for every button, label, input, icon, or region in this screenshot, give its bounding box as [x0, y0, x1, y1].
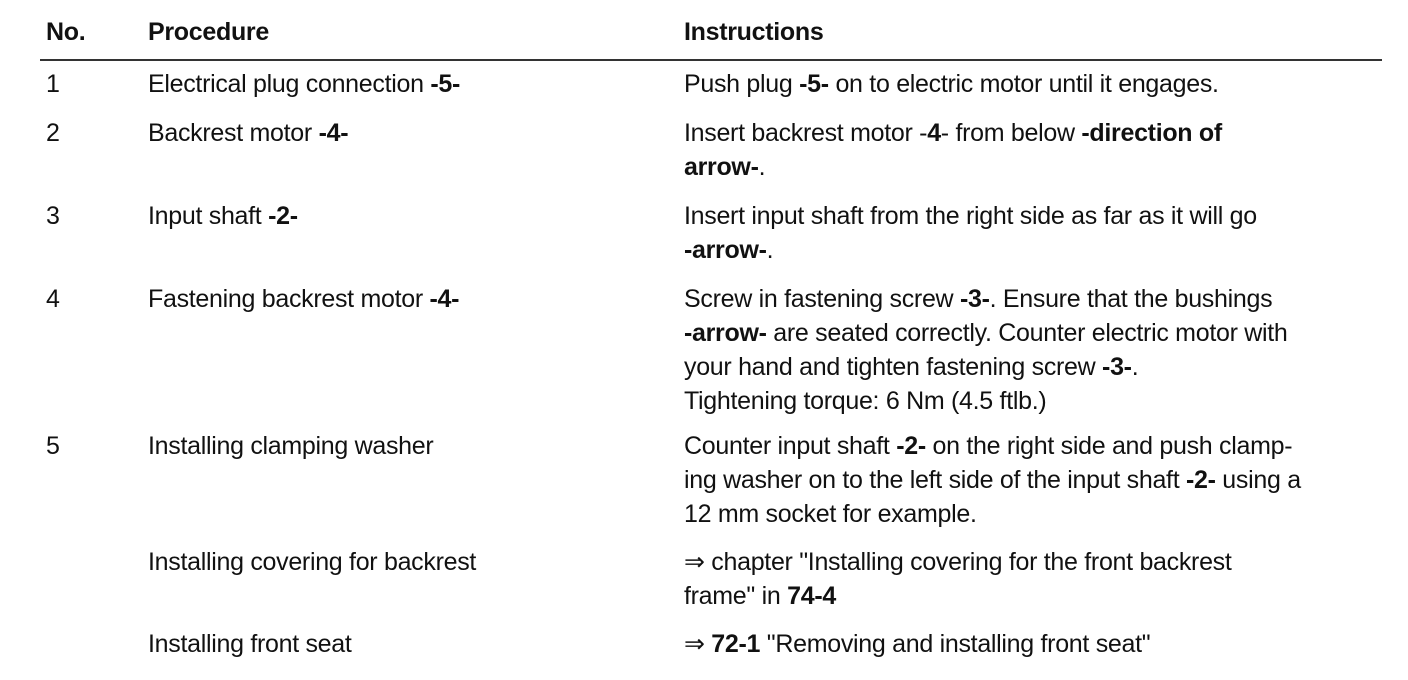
text-segment: -5-: [799, 70, 829, 98]
instructions-cell: [684, 116, 1384, 184]
text-segment: Installing covering for backrest: [148, 548, 477, 576]
instruction-line: [684, 627, 1384, 661]
text-segment: -3-: [1102, 353, 1132, 381]
text-segment: Insert backrest motor -: [684, 119, 928, 147]
text-segment: Tightening torque: 6 Nm (4.5 ftlb.): [684, 387, 1047, 415]
procedure-cell: [148, 67, 460, 101]
instruction-line: [684, 350, 1384, 384]
procedure-cell: [148, 545, 476, 579]
text-segment: 12 mm socket for example.: [684, 500, 977, 528]
step-number: 3: [46, 202, 60, 230]
text-segment: -arrow-: [684, 236, 767, 264]
step-number: 1: [46, 70, 60, 98]
text-segment: Backrest motor: [148, 119, 319, 147]
text-segment: Installing clamping washer: [148, 432, 434, 460]
text-segment: arrow-: [684, 153, 759, 181]
instructions-cell: [684, 627, 1384, 661]
instruction-line: [684, 282, 1384, 316]
text-segment: Screw in fastening screw: [684, 285, 960, 313]
instruction-line: [684, 463, 1384, 497]
text-segment: Insert input shaft from the right side as far as it will go: [684, 202, 1257, 230]
text-segment: your hand and tighten fastening screw: [684, 353, 1103, 381]
text-segment: frame" in: [684, 582, 788, 610]
text-segment: Fastening backrest motor: [148, 285, 430, 313]
text-segment: . Ensure that the bushings: [989, 285, 1273, 313]
step-number: 4: [46, 285, 60, 313]
instructions-cell: [684, 282, 1384, 418]
procedure-cell: [148, 199, 298, 233]
text-segment: -4-: [429, 285, 460, 313]
text-segment: -2-: [896, 432, 926, 460]
instruction-line: [684, 316, 1384, 350]
text-segment: -4-: [318, 119, 349, 147]
instructions-cell: [684, 199, 1384, 267]
header-procedure: Procedure: [148, 18, 269, 46]
instruction-line: [684, 497, 1384, 531]
instruction-line: [684, 545, 1384, 579]
step-number: 5: [46, 432, 60, 460]
text-segment: -direction of: [1081, 119, 1222, 147]
text-segment: -5-: [430, 70, 460, 98]
text-segment: "Removing and installing front seat": [760, 630, 1151, 658]
instruction-line: [684, 199, 1384, 233]
text-segment: 74-4: [787, 582, 836, 610]
text-segment: .: [1131, 353, 1139, 381]
procedure-cell: [148, 282, 459, 316]
instruction-line: [684, 150, 1384, 184]
instruction-line: [684, 233, 1384, 267]
instructions-cell: [684, 67, 1384, 101]
procedure-cell: [148, 429, 433, 463]
text-segment: are seated correctly. Counter electric motor with: [766, 319, 1288, 347]
text-segment: 72-1: [711, 630, 761, 658]
instruction-line: [684, 429, 1384, 463]
instruction-line: [684, 116, 1384, 150]
text-segment: -2-: [268, 202, 298, 230]
text-segment: 4: [927, 119, 941, 147]
instruction-line: [684, 67, 1384, 101]
instructions-cell: [684, 429, 1384, 531]
text-segment: Input shaft: [148, 202, 269, 230]
text-segment: on the right side and push clamp-: [925, 432, 1293, 460]
text-segment: Installing front seat: [148, 630, 352, 658]
instructions-cell: [684, 545, 1384, 613]
text-segment: using a: [1215, 466, 1301, 494]
text-segment: Push plug: [684, 70, 800, 98]
text-segment: Counter input shaft: [684, 432, 897, 460]
text-segment: Electrical plug connection: [148, 70, 431, 98]
text-segment: ⇒ chapter "Installing covering for the front backrest: [684, 548, 1232, 576]
text-segment: - from below: [940, 119, 1082, 147]
instruction-line: [684, 384, 1384, 418]
step-number: 2: [46, 119, 60, 147]
procedure-cell: [148, 627, 352, 661]
header-divider: [40, 59, 1382, 61]
procedure-cell: [148, 116, 348, 150]
text-segment: -2-: [1186, 466, 1216, 494]
text-segment: on to electric motor until it engages.: [828, 70, 1219, 98]
text-segment: -arrow-: [684, 319, 767, 347]
text-segment: .: [758, 153, 766, 181]
instruction-line: [684, 579, 1384, 613]
text-segment: ing washer on to the left side of the input shaft: [684, 466, 1186, 494]
header-instructions: Instructions: [684, 18, 824, 46]
text-segment: .: [766, 236, 774, 264]
header-no: No.: [46, 18, 86, 46]
text-segment: -3-: [959, 285, 990, 313]
text-segment: ⇒: [684, 630, 712, 658]
